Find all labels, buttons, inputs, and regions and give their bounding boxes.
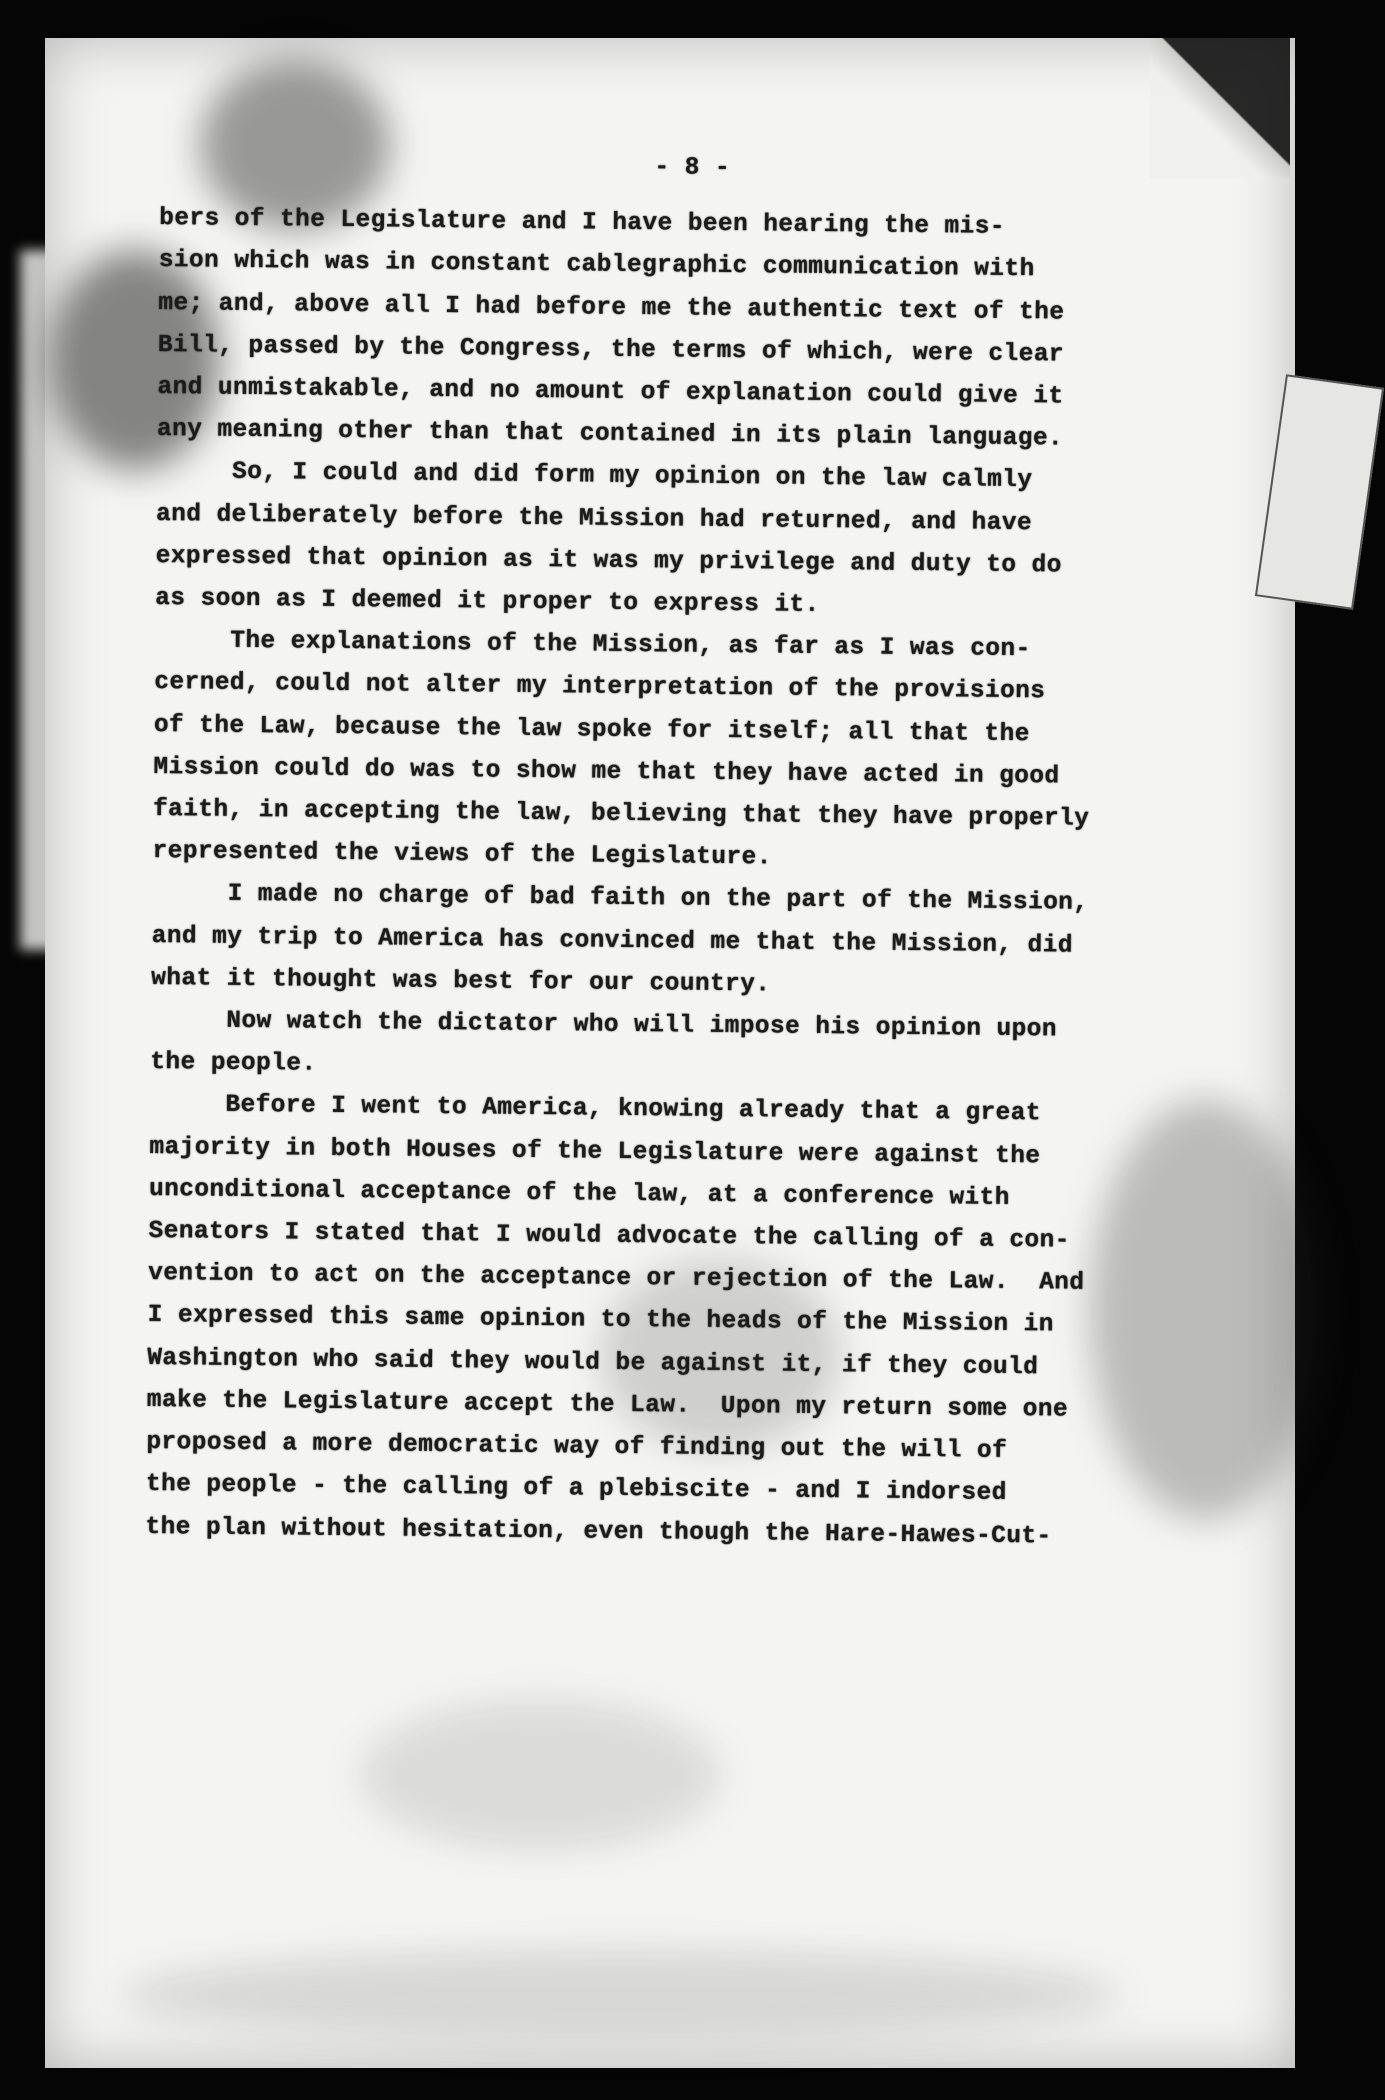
text-line: make the Legislature accept the Law. Upon my return some one: [146, 1386, 1069, 1424]
text-line: I expressed this same opinion to the heads of the Mission in: [147, 1302, 1054, 1339]
text-line: the people - the calling of a plebiscite - and I indorsed: [145, 1471, 1007, 1508]
text-line: The explanations of the Mission, as far as I was con-: [154, 627, 1031, 664]
text-line: expressed that opinion as it was my privilege and duty to do: [155, 542, 1062, 580]
text-line: majority in both Houses of the Legislature were against the: [149, 1133, 1041, 1170]
text-line: and unmistakable, and no amount of explanation could give it: [157, 374, 1064, 411]
text-line: proposed a more democratic way of finding out the will of: [146, 1429, 1008, 1466]
text-line: unconditional acceptance of the law, at a conference with: [148, 1175, 1010, 1212]
text-line: of the Law, because the law spoke for itself; all that the: [153, 711, 1030, 748]
text-line: cerned, could not alter my interpretation of the provisions: [154, 669, 1046, 706]
text-line: any meaning other than that contained in its plain language.: [156, 416, 1064, 453]
text-line: Senators I stated that I would advocate the calling of a con-: [148, 1218, 1070, 1255]
text-line: and deliberately before the Mission had returned, and have: [155, 500, 1033, 537]
text-line: and my trip to America has convinced me that the Mission, did: [151, 922, 1074, 960]
text-line: Before I went to America, knowing already that a great: [149, 1091, 1042, 1128]
ink-smudge: [120, 1950, 1120, 2040]
text-line: Mission could do was to show me that they have acted in good: [153, 753, 1060, 791]
page-number: - 8 -: [654, 154, 731, 182]
text-line: I made no charge of bad faith on the part of the Mission,: [151, 880, 1089, 918]
text-line: as soon as I deemed it proper to express it.: [155, 585, 820, 619]
text-line: what it thought was best for our country.: [151, 964, 771, 999]
text-line: sion which was in constant cablegraphic communication with: [158, 247, 1035, 284]
ink-smudge: [360, 1700, 720, 1850]
text-line: So, I could and did form my opinion on the law calmly: [156, 458, 1033, 495]
text-line: vention to act on the acceptance or rejection of the Law. And: [148, 1260, 1085, 1298]
text-line: Bill, passed by the Congress, the terms of which, were clear: [157, 331, 1065, 369]
text-line: me; and, above all I had before me the authentic text of the: [158, 289, 1065, 327]
text-line: Now watch the dictator who will impose his opinion upon: [150, 1007, 1058, 1044]
text-line: faith, in accepting the law, believing that they have properly: [152, 796, 1090, 833]
text-line: the plan without hesitation, even though the Hare-Hawes-Cut-: [145, 1513, 1052, 1550]
text-line: Washington who said they would be against it, if they could: [147, 1344, 1039, 1381]
typed-text-body: [145, 142, 1185, 1559]
text-line: the people.: [150, 1049, 317, 1078]
text-line: bers of the Legislature and I have been hearing the mis-: [159, 205, 1006, 242]
text-line: represented the views of the Legislature.: [152, 838, 772, 872]
